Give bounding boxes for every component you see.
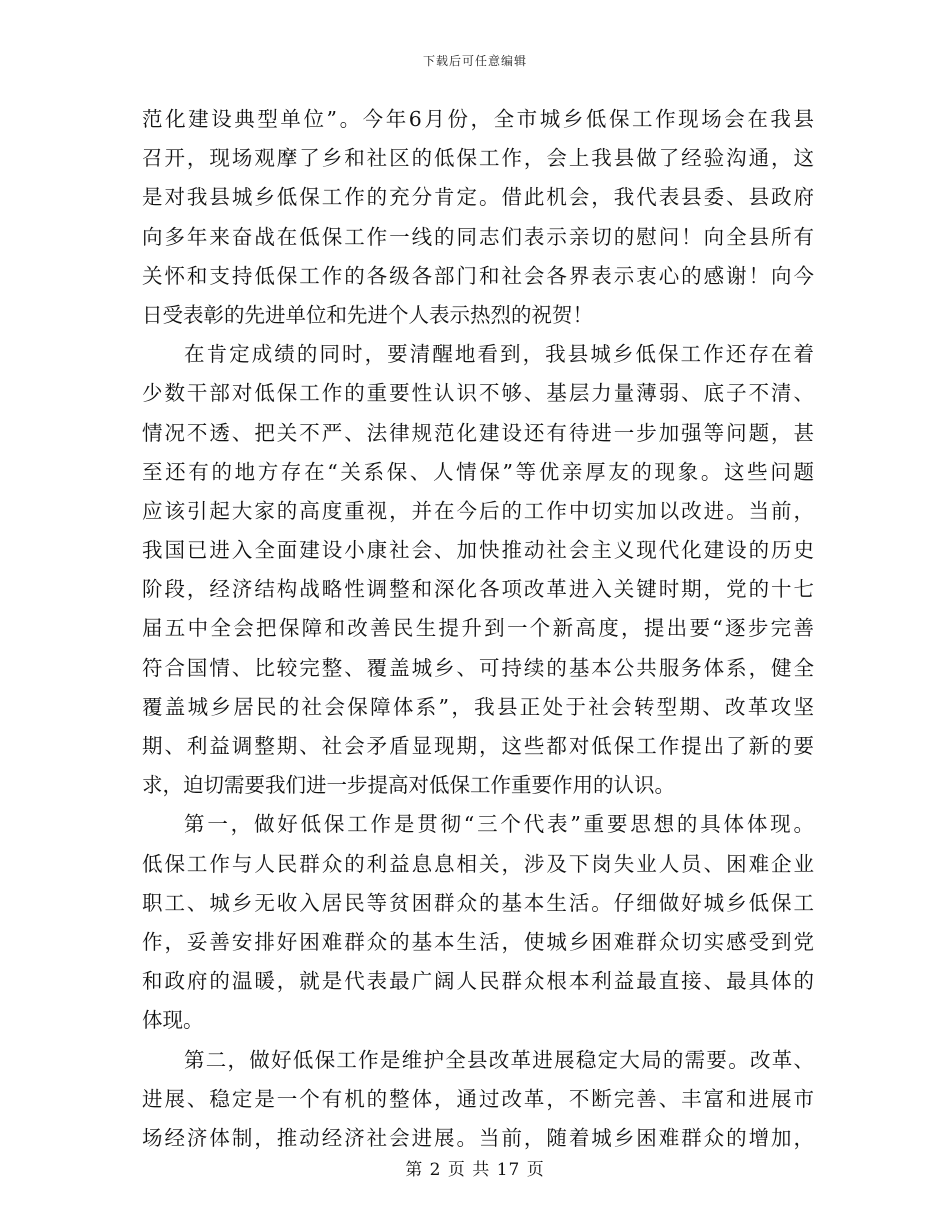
text-line: 我国已进入全面建设小康社会、加快推动社会主义现代化建设的历史 bbox=[142, 538, 814, 563]
paragraph bbox=[142, 1041, 814, 1159]
text-line: 职工、城乡无收入居民等贫困群众的基本生活。仔细做好城乡低保工 bbox=[142, 890, 814, 915]
text-line: 日受表彰的先进单位和先进个人表示热烈的祝贺！ bbox=[142, 302, 593, 327]
text-line: 召开，现场观摩了乡和社区的低保工作，会上我县做了经验沟通，这 bbox=[142, 146, 814, 171]
text-line: 和政府的温暖，就是代表最广阔人民群众根本利益最直接、最具体的 bbox=[142, 969, 814, 994]
page-header: 下载后可任意编辑 bbox=[422, 54, 527, 68]
text-line: 场经济体制，推动经济社会进展。当前，随着城乡困难群众的增加， bbox=[142, 1125, 814, 1150]
text-line: 届五中全会把保障和改善民生提升到一个新高度，提出要“逐步完善 bbox=[142, 616, 814, 641]
text-line: 求，迫切需要我们进一步提高对低保工作重要作用的认识。 bbox=[142, 773, 675, 798]
text-line: 至还有的地方存在“关系保、人情保”等优亲厚友的现象。这些问题 bbox=[142, 459, 814, 484]
page-footer: 第 2 页 共 17 页 bbox=[405, 1160, 545, 1180]
paragraph bbox=[142, 805, 814, 1040]
text-line: 第一，做好低保工作是贯彻“三个代表”重要思想的具体体现。 bbox=[184, 812, 814, 837]
text-line: 情况不透、把关不严、法律规范化建设还有待进一步加强等问题，甚 bbox=[142, 420, 814, 445]
text-line: 进展、稳定是一个有机的整体，通过改革，不断完善、丰富和进展市 bbox=[142, 1086, 814, 1111]
text-line: 符合国情、比较完整、覆盖城乡、可持续的基本公共服务体系，健全 bbox=[142, 655, 814, 680]
text-line: 少数干部对低保工作的重要性认识不够、基层力量薄弱、底子不清、 bbox=[142, 381, 814, 406]
text-line: 第二，做好低保工作是维护全县改革进展稳定大局的需要。改革、 bbox=[184, 1047, 814, 1072]
text-line: 在肯定成绩的同时，要清醒地看到，我县城乡低保工作还存在着 bbox=[184, 342, 814, 367]
text-line: 向多年来奋战在低保工作一线的同志们表示亲切的慰问！向全县所有 bbox=[142, 224, 814, 249]
text-line: 体现。 bbox=[142, 1008, 204, 1033]
text-line: 作，妥善安排好困难群众的基本生活，使城乡困难群众切实感受到党 bbox=[142, 929, 814, 954]
paragraph bbox=[142, 100, 814, 335]
text-line: 应该引起大家的高度重视，并在今后的工作中切实加以改进。当前， bbox=[142, 498, 814, 523]
paragraph bbox=[142, 335, 814, 805]
text-line: 是对我县城乡低保工作的充分肯定。借此机会，我代表县委、县政府 bbox=[142, 185, 814, 210]
text-line: 低保工作与人民群众的利益息息相关，涉及下岗失业人员、困难企业 bbox=[142, 851, 814, 876]
text-line: 阶段，经济结构战略性调整和深化各项改革进入关键时期，党的十七 bbox=[142, 577, 814, 602]
document-body bbox=[142, 100, 814, 1158]
text-line: 关怀和支持低保工作的各级各部门和社会各界表示衷心的感谢！向今 bbox=[142, 263, 814, 288]
text-line: 覆盖城乡居民的社会保障体系”，我县正处于社会转型期、改革攻坚 bbox=[142, 694, 814, 719]
text-line: 范化建设典型单位”。今年6月份，全市城乡低保工作现场会在我县 bbox=[142, 107, 814, 131]
text-line: 期、利益调整期、社会矛盾显现期，这些都对低保工作提出了新的要 bbox=[142, 734, 814, 758]
